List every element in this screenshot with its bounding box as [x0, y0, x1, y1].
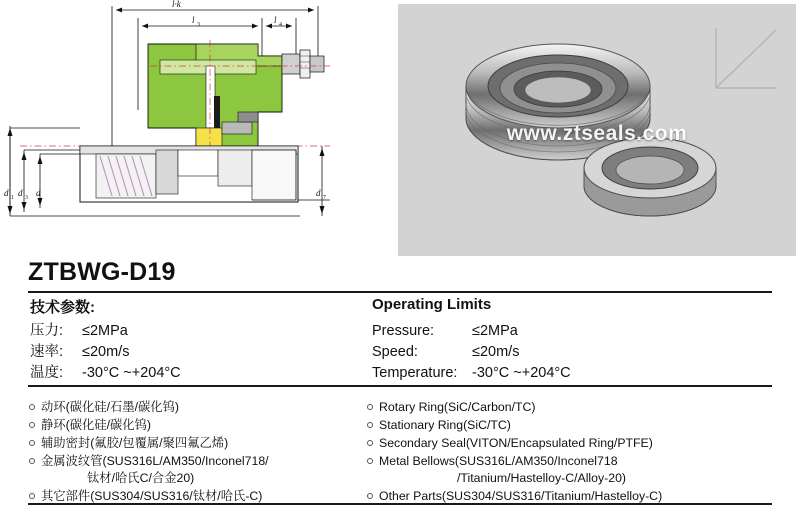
page-title: ZTBWG-D19 — [28, 258, 176, 286]
spec-row-temperature-cn — [30, 363, 360, 384]
list-item — [28, 435, 368, 452]
material-text: 其它部件(SUS304/SUS316/钛材/哈氏-C) — [41, 488, 263, 503]
bullet-icon — [29, 440, 35, 446]
spec-label: Speed: — [372, 344, 418, 360]
spec-label: 温度: — [30, 365, 64, 381]
material-text: 动环(碳化硅/石墨/碳化钨) — [41, 400, 179, 414]
spec-list-en — [372, 321, 772, 384]
seal-photo-svg — [398, 4, 796, 256]
material-text: 静环(碳化硅/碳化钨) — [41, 418, 151, 432]
specs-heading-en: Operating Limits — [372, 296, 492, 313]
spec-label: Temperature: — [372, 365, 458, 381]
specs-heading-cn: 技术参数: — [30, 299, 95, 316]
spec-row-pressure-en — [372, 321, 772, 342]
svg-text:l: l — [274, 15, 277, 25]
list-item — [28, 417, 368, 434]
svg-text:1: 1 — [11, 195, 14, 201]
material-text: Stationary Ring(SiC/TC) — [379, 418, 511, 432]
material-text: Metal Bellows(SUS316L/AM350/Inconel718 — [379, 454, 618, 468]
svg-text:3: 3 — [197, 22, 200, 28]
bullet-icon — [367, 440, 373, 446]
list-item — [366, 488, 786, 505]
list-item — [366, 453, 786, 486]
list-item — [366, 435, 786, 452]
material-text: Rotary Ring(SiC/Carbon/TC) — [379, 400, 536, 414]
bullet-icon — [367, 404, 373, 410]
bullet-icon — [367, 422, 373, 428]
spec-row-temperature-en — [372, 363, 772, 384]
svg-text:d: d — [4, 188, 9, 198]
svg-text:l·k: l·k — [172, 0, 181, 9]
material-list-en — [366, 399, 786, 506]
spec-row-speed-en — [372, 342, 772, 363]
material-text: 辅助密封(氟胶/包覆属/聚四氟乙烯) — [41, 436, 229, 450]
spec-row-pressure-cn — [30, 321, 360, 342]
spec-value: ≤2MPa — [82, 323, 128, 339]
list-item — [28, 488, 368, 505]
spec-row-speed-cn — [30, 342, 360, 363]
spec-value: -30°C ~+204°C — [472, 365, 571, 381]
svg-text:l: l — [192, 15, 195, 25]
product-photo — [398, 4, 796, 256]
svg-text:7: 7 — [323, 195, 326, 201]
material-text: Other Parts(SUS304/SUS316/Titanium/Hastelloy-C) — [379, 488, 663, 503]
spec-value: ≤20m/s — [472, 344, 520, 360]
spec-value: ≤2MPa — [472, 323, 518, 339]
spec-label: Pressure: — [372, 323, 435, 339]
bullet-icon — [367, 493, 373, 499]
spec-label: 速率: — [30, 344, 64, 360]
material-text-cont: /Titanium/Hastelloy-C/Alloy-20) — [457, 470, 627, 485]
material-list-cn — [28, 399, 368, 506]
bullet-icon — [29, 458, 35, 464]
material-text-cont: 钛材/哈氏C/合金20) — [87, 470, 195, 485]
spec-value: -30°C ~+204°C — [82, 365, 181, 381]
watermark-text: www.ztseals.com — [506, 122, 688, 145]
bullet-icon — [29, 493, 35, 499]
material-text: Secondary Seal(VITON/Encapsulated Ring/PTFE) — [379, 436, 653, 450]
bullet-icon — [367, 458, 373, 464]
spec-label: 压力: — [30, 323, 64, 339]
cross-section-svg — [0, 0, 392, 258]
list-item — [28, 453, 368, 486]
bullet-icon — [29, 404, 35, 410]
svg-text:d: d — [316, 188, 321, 198]
divider-middle — [28, 385, 772, 387]
svg-text:3: 3 — [25, 195, 28, 201]
svg-text:d: d — [18, 188, 23, 198]
svg-text:4: 4 — [279, 22, 282, 28]
divider-top — [28, 291, 772, 293]
spec-list-cn — [30, 321, 360, 384]
list-item — [366, 417, 786, 434]
spec-value: ≤20m/s — [82, 344, 130, 360]
technical-drawing — [0, 0, 392, 258]
list-item — [28, 399, 368, 416]
list-item — [366, 399, 786, 416]
material-text: 金属波纹管(SUS316L/AM350/Inconel718/ — [41, 454, 269, 468]
bullet-icon — [29, 422, 35, 428]
svg-text:d: d — [36, 188, 41, 198]
